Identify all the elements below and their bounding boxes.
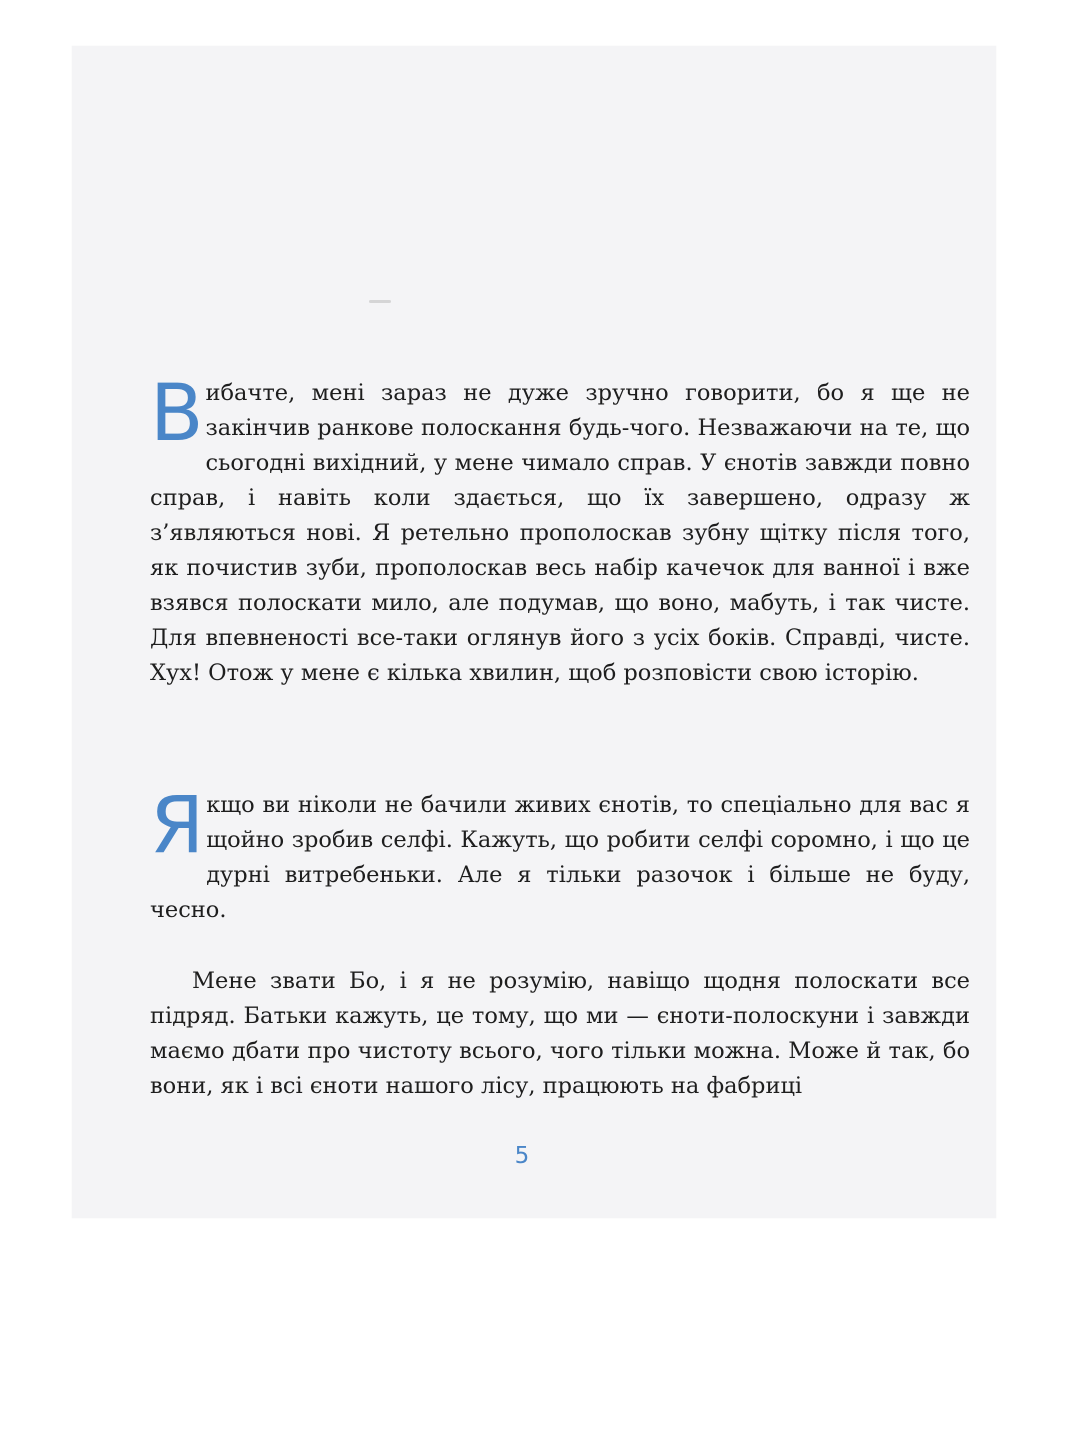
dropcap-letter: В (150, 369, 204, 459)
paragraph-text: ибачте, мені зараз не дуже зручно говорити, бо я ще не закінчив ранкове полоскання будь-чого. Незважаючи на те, що сьогодні вихідний, у мене чимало справ. У єнотів завжди повно справ, і навіть коли здається, що їх завершено, одразу ж з’являються нові. Я ретельно прополоскав зубну щітку після того, як почистив зуби, прополоскав весь набір качечок для ванної і вже взявся полоскати мило, але подумав, що воно, мабуть, і так чисте. Для впевненості все-таки оглянув його з усіх боків. Справді, чисте. Хух! Отож у мене є кілька хвилин, щоб розповісти свою історію. (150, 380, 970, 686)
paragraph-3 (150, 964, 970, 1104)
paper-speck (369, 300, 391, 303)
paragraph-1 (150, 369, 970, 691)
paragraph-text: кщо ви ніколи не бачили живих єнотів, то спеціально для вас я щойно зробив селфі. Кажуть, що робити селфі соромно, і що це дурні витребеньки. Але я тільки разочок і більше не буду, чесно. (150, 792, 970, 923)
dropcap-letter: Я (150, 781, 205, 871)
paragraph-text: Мене звати Бо, і я не розумію, навіщо щодня полоскати все підряд. Батьки кажуть, це тому, що ми — єноти-полоскуни і завжди маємо дбати про чистоту всього, чого тільки можна. Може й так, бо вони, як і всі єноти нашого лісу, працюють на фабриці (150, 968, 970, 1099)
paragraph-2 (150, 781, 970, 928)
page-number: 5 (514, 1143, 530, 1169)
book-page (72, 46, 996, 1218)
